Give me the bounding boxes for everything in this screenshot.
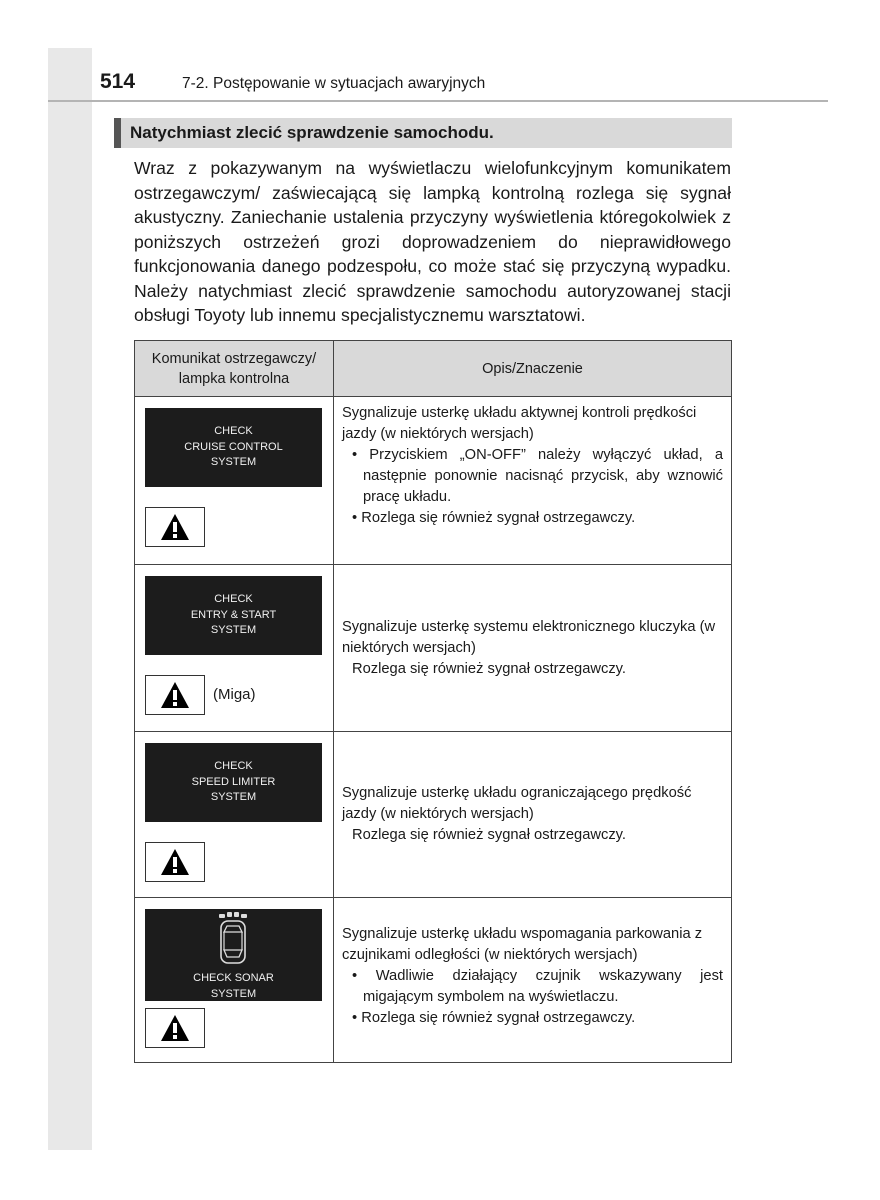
- warning-triangle-icon: [145, 842, 205, 882]
- description-cell: [334, 898, 732, 1063]
- display-line: SYSTEM: [210, 624, 257, 636]
- note-text: Rozlega się również sygnał ostrzegawczy.: [352, 660, 627, 677]
- message-cell: [135, 397, 334, 565]
- display-line: CRUISE CONTROL: [184, 440, 283, 453]
- bullet-item: • Przyciskiem „ON-OFF” należy wyłączyć układ, a następnie ponownie nacisnąć przycisk, aby wznowić pracę układu.: [352, 447, 723, 505]
- table-row: [135, 397, 732, 565]
- display-line: SYSTEM: [210, 791, 257, 803]
- chapter-title: 7-2. Postępowanie w sytuacjach awaryjnych: [182, 75, 486, 92]
- description-text: Sygnalizuje usterkę układu ograniczającego prędkość jazdy (w niektórych wersjach): [342, 785, 692, 822]
- intro-paragraph: Wraz z pokazywanym na wyświetlaczu wielofunkcyjnym komunikatem ostrzegawczym/ zaświecającą się lampką kontrolną rozlega się sygnał akustyczny. Zaniechanie ustalenia przyczyny wyświetlenia któregokolwiek z poniższych ostrzeżeń grozi doprowadzeniem do nieprawidłowego funkcjonowania danego podzespołu, co może stać się przyczyną wypadku. Należy natychmiast zlecić sprawdzenie samochodu autoryzowanej stacji obsługi Toyoty lub innemu specjalistycznemu warsztatowi.: [134, 158, 731, 325]
- display-message: [145, 909, 322, 1001]
- bullet-item: • Rozlega się również sygnał ostrzegawczy.: [352, 510, 636, 526]
- description-text: Sygnalizuje usterkę układu wspomagania parkowania z czujnikami odległości (w niektórych wersjach): [342, 926, 703, 963]
- heading-accent-bar: [114, 118, 121, 148]
- description-cell: [334, 732, 732, 898]
- display-line: CHECK: [214, 760, 253, 772]
- display-line: SYSTEM: [210, 987, 257, 1000]
- display-line: CHECK SONAR: [193, 972, 274, 984]
- display-line: CHECK: [214, 425, 253, 437]
- car-sonar-icon: [211, 912, 255, 968]
- table-header-row: [135, 341, 732, 397]
- display-line: SYSTEM: [210, 456, 257, 468]
- section-heading-text: Natychmiast zlecić sprawdzenie samochodu.: [130, 123, 494, 142]
- header-rule: [48, 100, 828, 102]
- warning-triangle-icon: [145, 507, 205, 547]
- message-cell: [135, 898, 334, 1063]
- table-row: [135, 565, 732, 732]
- display-line: ENTRY & START: [190, 608, 277, 621]
- description-text: Sygnalizuje usterkę układu aktywnej kontroli prędkości jazdy (w niektórych wersjach): [342, 405, 697, 442]
- description-text: Sygnalizuje usterkę systemu elektronicznego kluczyka (w niektórych wersjach): [342, 618, 716, 656]
- table-row: [135, 732, 732, 898]
- bullet-item: • Wadliwie działający czujnik wskazywany jest migającym symbolem na wyświetlaczu.: [352, 968, 723, 1005]
- note-text: Rozlega się również sygnał ostrzegawczy.: [352, 827, 627, 843]
- warning-triangle-icon: [145, 1008, 205, 1048]
- message-cell: [135, 732, 334, 898]
- side-strip: [48, 48, 92, 1150]
- display-line: SPEED LIMITER: [191, 775, 276, 788]
- display-message: [145, 408, 322, 487]
- page-number: 514: [100, 70, 136, 93]
- section-heading: [114, 118, 732, 148]
- description-cell: [334, 397, 732, 565]
- col-header-description: Opis/Znaczenie: [334, 341, 732, 397]
- warning-triangle-icon: [145, 675, 205, 715]
- warning-table: [134, 340, 732, 1063]
- blink-note: (Miga): [213, 686, 256, 703]
- col-header-message: Komunikat ostrzegawczy/ lampka kontrolna: [135, 341, 334, 397]
- bullet-item: • Rozlega się również sygnał ostrzegawczy.: [352, 1010, 636, 1026]
- message-cell: [135, 565, 334, 732]
- display-message: [145, 743, 322, 822]
- display-line: CHECK: [214, 593, 253, 605]
- description-cell: [334, 565, 732, 732]
- table-row: [135, 898, 732, 1063]
- display-message: [145, 576, 322, 655]
